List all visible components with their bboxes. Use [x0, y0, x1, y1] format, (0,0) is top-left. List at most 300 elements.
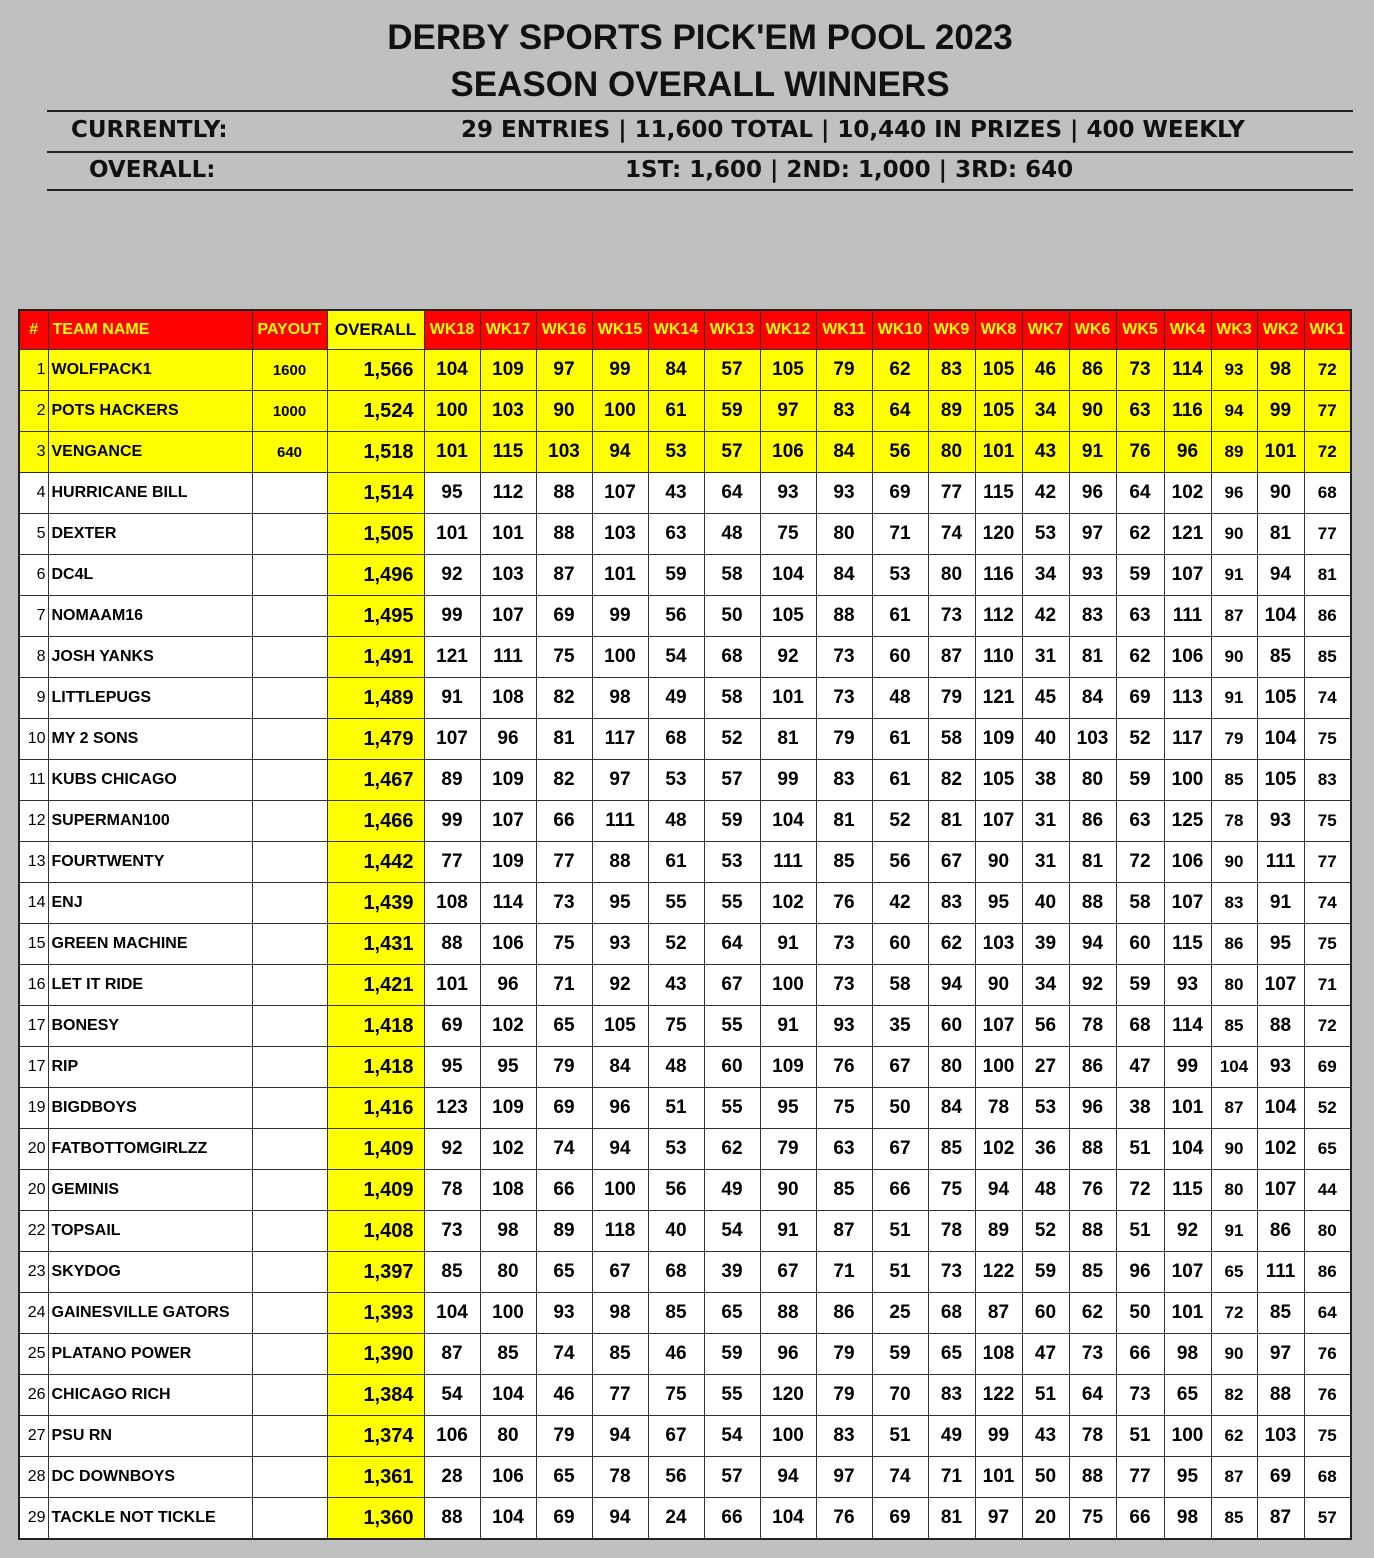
week-score-cell: 77: [536, 842, 592, 883]
week-score-cell: 117: [1164, 719, 1211, 760]
week-score-cell: 87: [816, 1211, 872, 1252]
rank-cell: 28: [19, 1457, 48, 1498]
week-score-cell: 86: [1304, 596, 1351, 637]
week-score-cell: 42: [872, 883, 928, 924]
week-score-cell: 75: [1304, 801, 1351, 842]
week-score-cell: 103: [1257, 1416, 1304, 1457]
week-score-cell: 86: [1304, 1252, 1351, 1293]
week-score-cell: 40: [648, 1211, 704, 1252]
week-score-cell: 71: [816, 1252, 872, 1293]
week-score-cell: 78: [1069, 1416, 1116, 1457]
week-score-cell: 99: [424, 596, 480, 637]
week-score-cell: 34: [1022, 555, 1069, 596]
week-score-cell: 90: [1211, 1129, 1257, 1170]
week-score-cell: 123: [424, 1088, 480, 1129]
table-row: [19, 1129, 1351, 1170]
week-score-cell: 27: [1022, 1047, 1069, 1088]
week-score-cell: 65: [536, 1006, 592, 1047]
payout-cell: [252, 1375, 327, 1416]
week-score-cell: 77: [1304, 391, 1351, 432]
week-score-cell: 68: [1116, 1006, 1164, 1047]
week-score-cell: 51: [872, 1252, 928, 1293]
column-header: WK9: [928, 310, 975, 350]
week-score-cell: 107: [592, 473, 648, 514]
week-score-cell: 100: [1164, 760, 1211, 801]
payout-cell: [252, 965, 327, 1006]
week-score-cell: 54: [704, 1211, 760, 1252]
week-score-cell: 72: [1116, 842, 1164, 883]
week-score-cell: 73: [424, 1211, 480, 1252]
week-score-cell: 85: [592, 1334, 648, 1375]
rank-cell: 23: [19, 1252, 48, 1293]
week-score-cell: 88: [760, 1293, 816, 1334]
week-score-cell: 87: [975, 1293, 1022, 1334]
week-score-cell: 96: [1211, 473, 1257, 514]
team-name-cell: PSU RN: [48, 1416, 252, 1457]
rank-cell: 5: [19, 514, 48, 555]
week-score-cell: 88: [536, 514, 592, 555]
week-score-cell: 61: [648, 842, 704, 883]
overall-cell: 1,390: [327, 1334, 424, 1375]
week-score-cell: 90: [760, 1170, 816, 1211]
week-score-cell: 69: [424, 1006, 480, 1047]
week-score-cell: 93: [1211, 350, 1257, 391]
week-score-cell: 90: [1069, 391, 1116, 432]
payout-cell: [252, 1498, 327, 1540]
week-score-cell: 63: [648, 514, 704, 555]
week-score-cell: 92: [760, 637, 816, 678]
week-score-cell: 96: [480, 965, 536, 1006]
table-row: [19, 596, 1351, 637]
overall-cell: 1,491: [327, 637, 424, 678]
payout-cell: [252, 514, 327, 555]
week-score-cell: 83: [1211, 883, 1257, 924]
week-score-cell: 67: [704, 965, 760, 1006]
week-score-cell: 111: [592, 801, 648, 842]
overall-cell: 1,409: [327, 1129, 424, 1170]
week-score-cell: 67: [928, 842, 975, 883]
week-score-cell: 65: [928, 1334, 975, 1375]
week-score-cell: 55: [704, 1006, 760, 1047]
week-score-cell: 109: [480, 760, 536, 801]
week-score-cell: 56: [872, 842, 928, 883]
week-score-cell: 104: [424, 350, 480, 391]
week-score-cell: 94: [1069, 924, 1116, 965]
rank-cell: 19: [19, 1088, 48, 1129]
payout-cell: [252, 1129, 327, 1170]
week-score-cell: 20: [1022, 1498, 1069, 1540]
table-row: [19, 473, 1351, 514]
week-score-cell: 100: [592, 1170, 648, 1211]
week-score-cell: 69: [536, 1088, 592, 1129]
week-score-cell: 68: [648, 1252, 704, 1293]
week-score-cell: 48: [1022, 1170, 1069, 1211]
week-score-cell: 91: [1211, 678, 1257, 719]
week-score-cell: 115: [975, 473, 1022, 514]
rank-cell: 14: [19, 883, 48, 924]
column-header: WK3: [1211, 310, 1257, 350]
team-name-cell: KUBS CHICAGO: [48, 760, 252, 801]
week-score-cell: 88: [592, 842, 648, 883]
column-header: WK15: [592, 310, 648, 350]
week-score-cell: 25: [872, 1293, 928, 1334]
week-score-cell: 89: [536, 1211, 592, 1252]
week-score-cell: 59: [1022, 1252, 1069, 1293]
table-row: [19, 801, 1351, 842]
week-score-cell: 104: [1257, 1088, 1304, 1129]
column-header: WK17: [480, 310, 536, 350]
week-score-cell: 51: [872, 1211, 928, 1252]
rank-cell: 12: [19, 801, 48, 842]
week-score-cell: 73: [536, 883, 592, 924]
week-score-cell: 87: [928, 637, 975, 678]
week-score-cell: 103: [1069, 719, 1116, 760]
week-score-cell: 88: [1069, 1211, 1116, 1252]
week-score-cell: 31: [1022, 842, 1069, 883]
week-score-cell: 80: [480, 1252, 536, 1293]
week-score-cell: 81: [760, 719, 816, 760]
week-score-cell: 98: [1257, 350, 1304, 391]
week-score-cell: 72: [1116, 1170, 1164, 1211]
overall-cell: 1,421: [327, 965, 424, 1006]
team-name-cell: FOURTWENTY: [48, 842, 252, 883]
team-name-cell: GREEN MACHINE: [48, 924, 252, 965]
team-name-cell: CHICAGO RICH: [48, 1375, 252, 1416]
week-score-cell: 46: [648, 1334, 704, 1375]
week-score-cell: 66: [536, 1170, 592, 1211]
week-score-cell: 89: [1211, 432, 1257, 473]
payout-cell: [252, 596, 327, 637]
week-score-cell: 80: [1304, 1211, 1351, 1252]
week-score-cell: 98: [1164, 1334, 1211, 1375]
week-score-cell: 58: [928, 719, 975, 760]
team-name-cell: GEMINIS: [48, 1170, 252, 1211]
week-score-cell: 85: [1211, 760, 1257, 801]
week-score-cell: 98: [592, 1293, 648, 1334]
week-score-cell: 61: [872, 719, 928, 760]
week-score-cell: 55: [704, 1375, 760, 1416]
week-score-cell: 89: [975, 1211, 1022, 1252]
week-score-cell: 80: [1211, 1170, 1257, 1211]
week-score-cell: 87: [1257, 1498, 1304, 1540]
week-score-cell: 73: [816, 924, 872, 965]
payout-cell: [252, 1293, 327, 1334]
week-score-cell: 92: [424, 555, 480, 596]
column-header: WK16: [536, 310, 592, 350]
week-score-cell: 89: [928, 391, 975, 432]
rank-cell: 4: [19, 473, 48, 514]
week-score-cell: 104: [760, 1498, 816, 1540]
week-score-cell: 74: [1304, 678, 1351, 719]
week-score-cell: 79: [536, 1047, 592, 1088]
week-score-cell: 39: [1022, 924, 1069, 965]
week-score-cell: 121: [975, 678, 1022, 719]
week-score-cell: 61: [648, 391, 704, 432]
rank-cell: 20: [19, 1170, 48, 1211]
week-score-cell: 101: [1164, 1293, 1211, 1334]
week-score-cell: 74: [928, 514, 975, 555]
week-score-cell: 102: [1164, 473, 1211, 514]
week-score-cell: 101: [975, 1457, 1022, 1498]
week-score-cell: 42: [1022, 596, 1069, 637]
week-score-cell: 99: [592, 596, 648, 637]
week-score-cell: 95: [424, 1047, 480, 1088]
week-score-cell: 105: [975, 391, 1022, 432]
week-score-cell: 67: [592, 1252, 648, 1293]
week-score-cell: 83: [1304, 760, 1351, 801]
overall-label: OVERALL:: [89, 157, 216, 183]
table-row: [19, 1211, 1351, 1252]
week-score-cell: 121: [1164, 514, 1211, 555]
column-header: WK4: [1164, 310, 1211, 350]
week-score-cell: 120: [760, 1375, 816, 1416]
week-score-cell: 108: [975, 1334, 1022, 1375]
week-score-cell: 56: [648, 1170, 704, 1211]
week-score-cell: 82: [1211, 1375, 1257, 1416]
week-score-cell: 61: [872, 596, 928, 637]
table-header-row: [19, 310, 1351, 350]
week-score-cell: 71: [872, 514, 928, 555]
week-score-cell: 101: [760, 678, 816, 719]
week-score-cell: 79: [816, 1375, 872, 1416]
week-score-cell: 116: [975, 555, 1022, 596]
week-score-cell: 36: [1022, 1129, 1069, 1170]
week-score-cell: 87: [536, 555, 592, 596]
rank-cell: 26: [19, 1375, 48, 1416]
rank-cell: 2: [19, 391, 48, 432]
week-score-cell: 115: [1164, 1170, 1211, 1211]
table-row: [19, 719, 1351, 760]
week-score-cell: 55: [704, 1088, 760, 1129]
week-score-cell: 50: [1022, 1457, 1069, 1498]
week-score-cell: 63: [1116, 801, 1164, 842]
week-score-cell: 87: [1211, 1457, 1257, 1498]
week-score-cell: 69: [536, 596, 592, 637]
week-score-cell: 53: [648, 432, 704, 473]
rank-cell: 3: [19, 432, 48, 473]
week-score-cell: 60: [928, 1006, 975, 1047]
week-score-cell: 84: [592, 1047, 648, 1088]
week-score-cell: 65: [1211, 1252, 1257, 1293]
week-score-cell: 64: [1069, 1375, 1116, 1416]
column-header: WK7: [1022, 310, 1069, 350]
week-score-cell: 51: [1116, 1129, 1164, 1170]
week-score-cell: 83: [928, 1375, 975, 1416]
overall-cell: 1,505: [327, 514, 424, 555]
week-score-cell: 100: [424, 391, 480, 432]
week-score-cell: 88: [1069, 1457, 1116, 1498]
table-row: [19, 1457, 1351, 1498]
week-score-cell: 84: [648, 350, 704, 391]
rank-cell: 7: [19, 596, 48, 637]
week-score-cell: 94: [592, 432, 648, 473]
week-score-cell: 114: [1164, 350, 1211, 391]
overall-cell: 1,431: [327, 924, 424, 965]
week-score-cell: 76: [1069, 1170, 1116, 1211]
week-score-cell: 81: [536, 719, 592, 760]
payout-cell: [252, 1416, 327, 1457]
team-name-cell: TOPSAIL: [48, 1211, 252, 1252]
rank-cell: 8: [19, 637, 48, 678]
week-score-cell: 101: [480, 514, 536, 555]
week-score-cell: 50: [704, 596, 760, 637]
week-score-cell: 79: [1211, 719, 1257, 760]
table-row: [19, 637, 1351, 678]
week-score-cell: 99: [1257, 391, 1304, 432]
divider: [47, 110, 1353, 112]
week-score-cell: 79: [536, 1416, 592, 1457]
week-score-cell: 90: [1211, 842, 1257, 883]
week-score-cell: 48: [872, 678, 928, 719]
rank-cell: 10: [19, 719, 48, 760]
week-score-cell: 122: [975, 1375, 1022, 1416]
week-score-cell: 101: [424, 514, 480, 555]
week-score-cell: 91: [760, 1211, 816, 1252]
week-score-cell: 105: [975, 350, 1022, 391]
week-score-cell: 78: [928, 1211, 975, 1252]
team-name-cell: PLATANO POWER: [48, 1334, 252, 1375]
week-score-cell: 75: [536, 637, 592, 678]
week-score-cell: 88: [1069, 1129, 1116, 1170]
week-score-cell: 97: [1257, 1334, 1304, 1375]
week-score-cell: 103: [975, 924, 1022, 965]
week-score-cell: 88: [816, 596, 872, 637]
table-row: [19, 1416, 1351, 1457]
week-score-cell: 101: [1164, 1088, 1211, 1129]
week-score-cell: 80: [1211, 965, 1257, 1006]
week-score-cell: 50: [872, 1088, 928, 1129]
week-score-cell: 60: [1116, 924, 1164, 965]
week-score-cell: 86: [1069, 350, 1116, 391]
week-score-cell: 60: [704, 1047, 760, 1088]
week-score-cell: 49: [648, 678, 704, 719]
week-score-cell: 80: [928, 432, 975, 473]
payout-cell: 640: [252, 432, 327, 473]
week-score-cell: 63: [1116, 391, 1164, 432]
week-score-cell: 96: [760, 1334, 816, 1375]
overall-cell: 1,360: [327, 1498, 424, 1540]
team-name-cell: NOMAAM16: [48, 596, 252, 637]
payout-cell: [252, 1457, 327, 1498]
week-score-cell: 82: [928, 760, 975, 801]
week-score-cell: 104: [760, 555, 816, 596]
week-score-cell: 65: [1304, 1129, 1351, 1170]
week-score-cell: 58: [1116, 883, 1164, 924]
week-score-cell: 73: [816, 678, 872, 719]
team-name-cell: DC DOWNBOYS: [48, 1457, 252, 1498]
week-score-cell: 103: [480, 391, 536, 432]
rank-cell: 20: [19, 1129, 48, 1170]
week-score-cell: 107: [975, 801, 1022, 842]
week-score-cell: 86: [1257, 1211, 1304, 1252]
week-score-cell: 84: [928, 1088, 975, 1129]
week-score-cell: 75: [760, 514, 816, 555]
week-score-cell: 58: [704, 678, 760, 719]
week-score-cell: 60: [872, 924, 928, 965]
payout-cell: [252, 760, 327, 801]
week-score-cell: 111: [1257, 842, 1304, 883]
week-score-cell: 94: [592, 1416, 648, 1457]
week-score-cell: 111: [1164, 596, 1211, 637]
week-score-cell: 59: [648, 555, 704, 596]
table-row: [19, 1047, 1351, 1088]
week-score-cell: 62: [872, 350, 928, 391]
week-score-cell: 87: [1211, 1088, 1257, 1129]
week-score-cell: 68: [928, 1293, 975, 1334]
table-row: [19, 678, 1351, 719]
week-score-cell: 52: [1116, 719, 1164, 760]
rank-cell: 9: [19, 678, 48, 719]
week-score-cell: 105: [975, 760, 1022, 801]
week-score-cell: 108: [424, 883, 480, 924]
week-score-cell: 107: [975, 1006, 1022, 1047]
week-score-cell: 91: [760, 1006, 816, 1047]
week-score-cell: 66: [536, 801, 592, 842]
week-score-cell: 64: [704, 473, 760, 514]
week-score-cell: 111: [1257, 1252, 1304, 1293]
week-score-cell: 94: [928, 965, 975, 1006]
column-header: WK14: [648, 310, 704, 350]
table-row: [19, 1170, 1351, 1211]
week-score-cell: 78: [975, 1088, 1022, 1129]
week-score-cell: 109: [480, 350, 536, 391]
week-score-cell: 38: [1022, 760, 1069, 801]
week-score-cell: 96: [1069, 1088, 1116, 1129]
week-score-cell: 52: [1304, 1088, 1351, 1129]
week-score-cell: 94: [975, 1170, 1022, 1211]
week-score-cell: 73: [1069, 1334, 1116, 1375]
week-score-cell: 92: [592, 965, 648, 1006]
week-score-cell: 95: [592, 883, 648, 924]
week-score-cell: 48: [648, 801, 704, 842]
week-score-cell: 56: [648, 1457, 704, 1498]
week-score-cell: 28: [424, 1457, 480, 1498]
week-score-cell: 71: [928, 1457, 975, 1498]
week-score-cell: 109: [760, 1047, 816, 1088]
week-score-cell: 72: [1304, 432, 1351, 473]
week-score-cell: 100: [592, 391, 648, 432]
week-score-cell: 62: [1069, 1293, 1116, 1334]
week-score-cell: 108: [480, 1170, 536, 1211]
week-score-cell: 96: [480, 719, 536, 760]
week-score-cell: 47: [1116, 1047, 1164, 1088]
column-header: PAYOUT: [252, 310, 327, 350]
team-name-cell: POTS HACKERS: [48, 391, 252, 432]
week-score-cell: 53: [648, 1129, 704, 1170]
week-score-cell: 69: [1304, 1047, 1351, 1088]
week-score-cell: 90: [1257, 473, 1304, 514]
week-score-cell: 111: [760, 842, 816, 883]
week-score-cell: 88: [1257, 1375, 1304, 1416]
week-score-cell: 74: [1304, 883, 1351, 924]
overall-cell: 1,479: [327, 719, 424, 760]
week-score-cell: 66: [1116, 1498, 1164, 1540]
week-score-cell: 96: [592, 1088, 648, 1129]
week-score-cell: 95: [1164, 1457, 1211, 1498]
team-name-cell: DEXTER: [48, 514, 252, 555]
payout-cell: [252, 1047, 327, 1088]
week-score-cell: 24: [648, 1498, 704, 1540]
payout-cell: [252, 719, 327, 760]
week-score-cell: 51: [1116, 1211, 1164, 1252]
week-score-cell: 92: [1069, 965, 1116, 1006]
rank-cell: 27: [19, 1416, 48, 1457]
week-score-cell: 73: [1116, 350, 1164, 391]
week-score-cell: 83: [928, 883, 975, 924]
week-score-cell: 79: [816, 719, 872, 760]
week-score-cell: 53: [1022, 1088, 1069, 1129]
payout-cell: [252, 1006, 327, 1047]
